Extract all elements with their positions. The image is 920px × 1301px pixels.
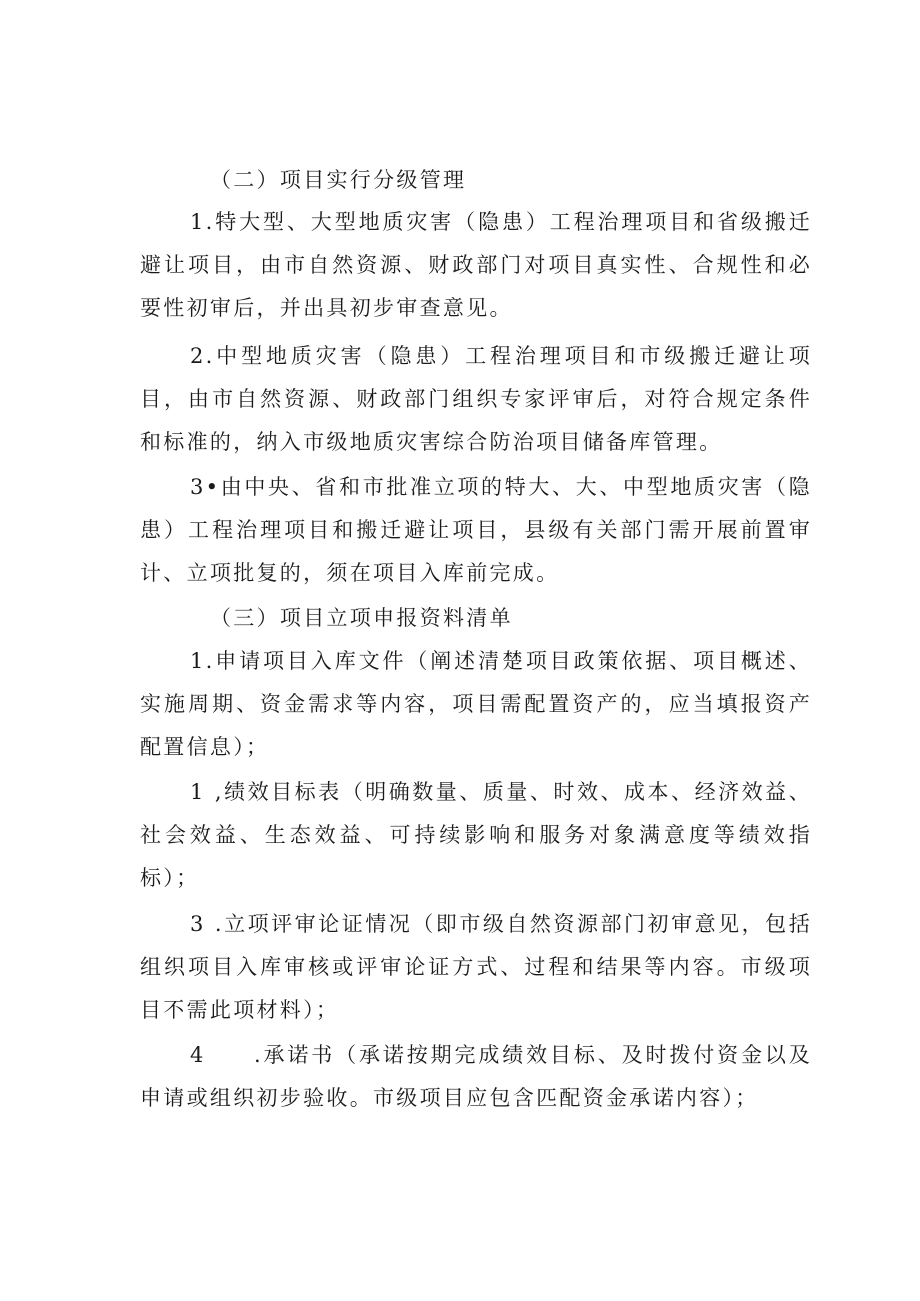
paragraph-2-2: 2.中型地质灾害（隐患）工程治理项目和市级搬迁避让项目，由市自然资源、财政部门组织专家评审后，对符合规定条件和标准的，纳入市级地质灾害综合防治项目储备库管理。	[140, 344, 812, 454]
paragraph-3-3: 3 .立项评审论证情况（即市级自然资源部门初审意见，包括组织项目入库审核或评审论证方式、过程和结果等内容。市级项目不需此项材料）；	[140, 912, 812, 1022]
section-heading-3: （三）项目立项申报资料清单	[210, 606, 513, 630]
paragraph-3-4: 4 .承诺书（承诺按期完成绩效目标、及时拨付资金以及申请或组织初步验收。市级项目应包含匹配资金承诺内容）；	[140, 1043, 812, 1110]
paragraph-2-1: 1.特大型、大型地质灾害（隐患）工程治理项目和省级搬迁避让项目，由市自然资源、财政部门对项目真实性、合规性和必要性初审后，并出具初步审查意见。	[140, 210, 812, 320]
paragraph-3-2: 1 ,绩效目标表（明确数量、质量、时效、成本、经济效益、社会效益、生态效益、可持续影响和服务对象满意度等绩效指标）；	[140, 780, 812, 890]
paragraph-2-3: 3•由中央、省和市批准立项的特大、大、中型地质灾害（隐患）工程治理项目和搬迁避让项目，县级有关部门需开展前置审计、立项批复的，须在项目入库前完成。	[140, 475, 812, 585]
paragraph-3-1: 1.申请项目入库文件（阐述清楚项目政策依据、项目概述、实施周期、资金需求等内容，项目需配置资产的，应当填报资产配置信息）；	[140, 649, 812, 759]
section-heading-2: （二）项目实行分级管理	[210, 168, 467, 192]
